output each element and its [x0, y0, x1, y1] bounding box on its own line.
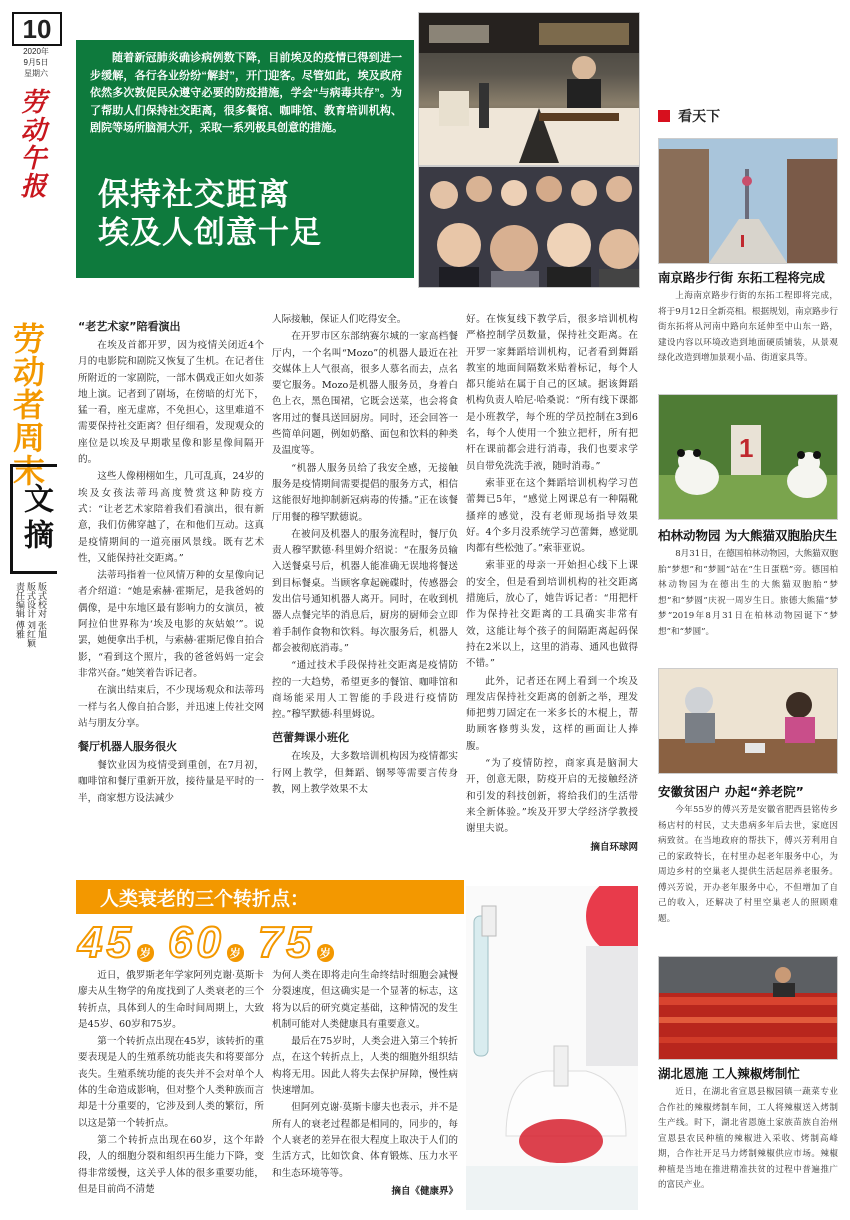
aging-title-bar — [76, 880, 464, 914]
cafe-scene-graphic — [419, 13, 639, 165]
aging-ages-headline — [78, 918, 478, 974]
svg-text:1: 1 — [739, 433, 754, 463]
cafe-barista-photo — [418, 12, 640, 166]
age-unit: 岁 — [317, 944, 334, 962]
aging-column-1 — [78, 968, 264, 1199]
article-paragraph: 第二个转折点出现在60岁，这个年龄段，人的细胞分裂和组织再生能力下降，变得非常缓慢，这关乎人体的很多重要功能，但是目前尚不清楚 — [78, 1134, 264, 1195]
theater-celebrity-cutouts-photo — [418, 166, 640, 288]
article-paragraph: 此外，记者还在网上看到一个埃及理发店保持社交距离的创新之举，理发师把剪刀固定在一米多长的木棍上，帮助顾客修剪头发，这样的画面让人捧腹。 — [466, 675, 638, 752]
article-paragraph: “为了疫情防控，商家真是脑洞大开，创意无限，防疫开启的无接触经济和引发的科技创新，将给我们的生活带来全新体验。”埃及开罗大学经济学教授谢里夫说。 — [466, 758, 638, 835]
panda-scene-graphic — [659, 395, 837, 519]
headline-line-2: 埃及人创意十足 — [98, 215, 322, 251]
article-paragraph: 索菲亚在这个舞蹈培训机构学习芭蕾舞已5年，“感觉上网课总有一种隔靴搔痒的感觉，没有老师现场指导效果好。4个多月没系统学习芭蕾舞，感觉肌肉都有些松弛了。”索菲亚说。 — [466, 477, 638, 555]
subhead-robot-waiter: 餐厅机器人服务很火 — [78, 740, 177, 754]
sidebar-item-3 — [658, 782, 838, 927]
staff-proof: 版式校对 张旭 — [37, 582, 47, 639]
article-paragraph: 人际接触，保证人们吃得安全。 — [272, 314, 407, 325]
subhead-ballet: 芭蕾舞课小班化 — [272, 731, 349, 745]
age-unit: 岁 — [227, 944, 244, 962]
sidebar-title: 看天下 — [678, 109, 721, 125]
article-paragraph: 最后在75岁时，人类会进入第三个转折点，在这个转折点上，人类的细胞外组织结构将无用。因此人将失去保护屏障，慢性病快速增加。 — [272, 1036, 458, 1097]
age-60: 60 — [167, 918, 225, 967]
weekday: 星期六 — [24, 69, 48, 78]
source-credit: 摘自《健康界》 — [391, 1185, 458, 1197]
sidebar-item-body: 上海南京路步行街的东拓工程即将完成，将于9月12日全新亮相。根据规划，南京路步行街东拓将从河南中路向东延伸至中山东一路，建设内容以环境改造到地面硬质铺装，从景观绿化改造到增加景观小品、街道家具等。 — [658, 291, 838, 363]
issue-date — [14, 46, 58, 79]
article-paragraph: 好。在恢复线下教学后，很多培训机构严格控制学员数量，保持社交距离。在开罗一家舞蹈培训机构，记者看到舞蹈教室的地面间隔数米贴着标记，每个人都只能站在属于自己的区域。据该舞蹈机构负责人哈尼·哈桑说：“所有线下课都是小班教学，每个班的学员控制在3到6名，每个人使用一个独立把杆，所有把杆在课前都会进行消毒，我们也要求学员自带免洗洗手液，随时消毒。” — [466, 314, 638, 472]
lead-banner — [76, 40, 414, 278]
article-paragraph: 法蒂玛指着一位风情万种的女星像向记者介绍道：“她是索赫·霍斯尼，是我爸妈的偶像，是中东地区最有影响力的女演员，被阿拉伯世界称为‘埃及电影的灰姑娘’”。说罢，她便拿出手机，与索赫·霍斯尼像自拍合影，“看到这个照片，我的爸爸妈妈一定会非常兴奋。”她笑着告诉记者。 — [78, 570, 264, 679]
lead-intro: 随着新冠肺炎确诊病例数下降，目前埃及的疫情已得到进一步缓解，各行各业纷纷“解封”，开门迎客。尽管如此，埃及政府依然多次敦促民众遵守必要的防疫措施，学会“与病毒共存”。为了帮助人们保持社交距离，很多餐馆、咖啡馆、教育培训机构、剧院等场所脑洞大开，采取一系列极具创意的措施。 — [90, 52, 402, 134]
staff-credits — [14, 582, 47, 702]
source-credit: 摘自环球网 — [590, 841, 638, 853]
sidebar-item-1 — [658, 268, 838, 367]
article-paragraph: 在埃及首都开罗，因为疫情关闭近4个月的电影院和剧院又恢复了生机。在记者住所附近的一家剧院，一部木偶戏正如火如荼地上演。记者到了剧场，在傍暗的灯光下，猛一看，座无虚席，不免担心，这里难道不需要保持社交距离？但仔细看，发现观众的座位是以埃及早期歌星像和影星像间隔开的。 — [78, 340, 264, 466]
lab-scientist-photo — [466, 886, 638, 1210]
page-number: 10 — [22, 14, 52, 44]
elderly-care-photo — [658, 668, 838, 774]
staff-editor: 责任编辑 傅雅 — [15, 582, 25, 639]
article-paragraph: 这些人像栩栩如生，几可乱真，24岁的埃及女孩法蒂玛高度赞赏这种防疫方式：“让老艺术家陪着我们看演出，很有新意，我们仿佛穿越了，在和他们互动。这真是疫情期间的一道亮丽风景线。既有艺术性，又能保持社交距离。” — [78, 471, 264, 564]
article-paragraph: 在演出结束后，不少现场观众和法蒂玛一样与名人像自拍合影，并迅速上传社交网站与朋友分享。 — [78, 685, 264, 729]
sidebar-item-2 — [658, 526, 838, 640]
article-paragraph: “机器人服务员给了我安全感，无接触服务是疫情期间需要提倡的服务方式，相信这能很好地抑制新冠病毒的传播。”正在该餐厅用餐的穆罕默德说。 — [272, 462, 458, 523]
article-paragraph: 在埃及，大多数培训机构因为疫情都实行网上教学，但舞蹈、钢琴等需要言传身教，网上教学效果不太 — [272, 751, 458, 796]
section-sub: 文摘 — [19, 483, 52, 555]
chili-drying-photo — [658, 956, 838, 1060]
panda-twins-photo — [658, 394, 838, 520]
sidebar-header — [658, 106, 838, 126]
article-paragraph: 餐饮业因为疫情受到重创，在7月初，咖啡馆和餐厅重新开放，接待量是平时的一半，商家想方设法减少 — [78, 760, 264, 804]
date-day: 9月5日 — [23, 58, 49, 67]
sidebar-item-head: 柏林动物园 为大熊猫双胞胎庆生 — [658, 528, 838, 543]
article-paragraph: 但阿列克谢·莫斯卡廖夫也表示，并不是所有人的衰老过程都是相同的，同步的，每个人衰老的差异在很大程度上取决于人们的生活方式，比如饮食、体育锻炼、压力水平和生态环境等等。 — [272, 1102, 458, 1179]
red-square-icon — [658, 110, 670, 122]
subhead-old-artists: “老艺术家”陪看演出 — [78, 320, 181, 333]
article-paragraph: “通过技术手段保持社交距离是疫情防控的一大趋势，希望更多的餐馆、咖啡馆和商场能采用人工智能的手段进行疫情防控。”穆罕默德·科里姆说。 — [272, 660, 458, 721]
masthead-logo: 劳动午报 — [16, 88, 46, 200]
sidebar-item-head: 南京路步行街 东拓工程将完成 — [658, 270, 825, 285]
nanjing-road-photo — [658, 138, 838, 264]
sidebar-item-body: 8月31日，在德国柏林动物园，大熊猫双胞胎“梦想”和“梦圆”站在“生日蛋糕”旁。德国柏林动物园为在德出生的大熊猫双胞胎“梦想”和“梦圆”庆祝一周岁生日。旅德大熊猫“梦梦”2019年8月31日在柏林动物园诞下“梦想”和“梦圆”。 — [658, 549, 838, 637]
street-scene-graphic — [659, 139, 837, 263]
lead-column-2 — [272, 312, 458, 799]
section-title: 劳动者周末 — [9, 322, 45, 487]
sidebar-item-body: 今年55岁的傅兴芳是安徽省肥西县铭传乡杨店村的村民，丈夫患病多年后去世，家庭因病致贫。在当地政府的帮扶下，傅兴芳利用自己的家政特长，在村里办起老年服务中心，为周边乡村的空巢老人提供生活起居养老服务。傅兴芳说，开办老年服务中心，不但增加了自己的收入，还解决了村里空巢老人的照顾难题。 — [658, 805, 838, 924]
section-sub-box — [10, 464, 57, 574]
audience-cutouts-graphic — [419, 167, 639, 287]
article-paragraph: 在开罗市区东部纳赛尔城的一家高档餐厅内，一个名叫“Mozo”的机器人最近在社交媒体上人气很高，很多人慕名而去，点名要它服务。Mozo是机器人服务员，身着白色上衣，黑色围裙，它既会送菜，也会将食客用过的餐具送回厨房。同时，还会回答一些简单问题，例如奶酪、面包和饮料的种类及温度等。 — [272, 331, 458, 457]
lab-scene-graphic — [466, 886, 638, 1210]
date-year: 2020年 — [23, 47, 49, 56]
lead-column-3 — [466, 312, 638, 853]
article-paragraph: 索菲亚的母亲一开始担心线下上课的安全，但是看到培训机构的社交距离措施后，放心了，她告诉记者：“用把杆作为保持社交距离的工具确实非常有效，这能让每个孩子的间隔距离起码保持在2米以上，这里的消毒、通风也做得不错。” — [466, 560, 638, 670]
article-paragraph: 第一个转折点出现在45岁，该转折的重要表现是人的生殖系统功能丧失和将要部分丧失。生殖系统功能的丧失并不会对单个人体的生命造成影响，但对整个人类种族而言却是十分重要的，它涉及到人类的繁衍，所以这是第一个转折点。 — [78, 1036, 264, 1129]
sidebar-item-body: 近日，在湖北省宣恩县椒园镇一蔬菜专业合作社的辣椒烤制车间，工人将辣椒送入烤制生产线。时下，湖北省恩施土家族苗族自治州宣恩县农民种植的辣椒进入采收、烤制高峰期，合作社开足马力烤制辣椒供应市场。辣椒种植是当地在推进精准扶贫的过程中普遍推广的富民产业。 — [658, 1087, 838, 1190]
article-paragraph: 在被问及机器人的服务流程时，餐厅负责人穆罕默德·科里姆介绍说：“在服务员输入送餐桌号后，机器人能准确无误地将餐送到目标餐桌。当顾客拿起碗碟时，传感器会发出信号通知机器人离开。同时，在收到机器人点餐完毕的消息后，厨房的厨师会立即着手制作食物和饮料。每次服务后，机器人都会被彻底消毒。” — [272, 528, 458, 654]
article-paragraph: 近日，俄罗斯老年学家阿列克谢·莫斯卡廖夫从生物学的角度找到了人类衰老的三个转折点，具体到人的生命时间周期上，大致是45岁、60岁和75岁。 — [78, 970, 264, 1030]
age-45: 45 — [78, 918, 135, 967]
aging-title: 人类衰老的三个转折点： — [100, 888, 310, 910]
age-75: 75 — [257, 918, 315, 967]
sidebar-item-4 — [658, 1064, 838, 1194]
article-paragraph: 为何人类在即将走向生命终结时细胞会减慢分裂速度，但这确实是一个显著的标志，这将为以后的研究奠定基础，这种情况的发生机制可能对人类健康具有重要意义。 — [272, 970, 458, 1030]
age-unit: 岁 — [137, 944, 154, 962]
lead-column-1 — [78, 312, 264, 808]
page-number-box — [12, 12, 62, 46]
chili-scene-graphic — [659, 957, 837, 1059]
aging-column-2 — [272, 968, 458, 1197]
elderly-scene-graphic — [659, 669, 837, 773]
sidebar-item-head: 安徽贫困户 办起“养老院” — [658, 784, 804, 799]
sidebar-item-head: 湖北恩施 工人辣椒烤制忙 — [658, 1066, 800, 1081]
staff-design: 版式设计 刘红颖 — [26, 582, 36, 648]
headline-line-1: 保持社交距离 — [98, 177, 290, 213]
